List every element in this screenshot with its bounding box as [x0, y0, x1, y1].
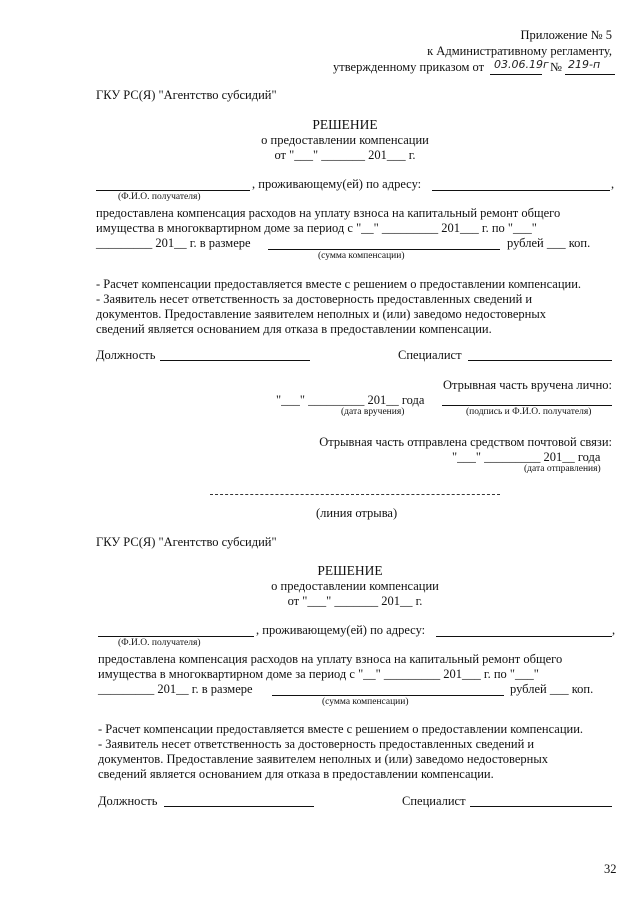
- mailed-date-caption: (дата отправления): [524, 464, 601, 474]
- mailed-date-line: "___" _________ 201__ года: [452, 450, 601, 464]
- body-line-1: предоставлена компенсация расходов на уплату взноса на капитальный ремонт общего: [96, 206, 561, 220]
- annex-number-underline: [565, 74, 615, 75]
- decision-date-line: от "___" _______ 201___ г.: [274, 148, 416, 162]
- note-line-2: - Заявитель несет ответственность за достоверность предоставленных сведений и: [96, 292, 533, 306]
- handed-signature-field: [442, 405, 612, 406]
- amount-field: [268, 249, 500, 250]
- annex-line2: к Административному регламенту,: [427, 44, 612, 58]
- annex-date-handwritten: 03.06.19г: [494, 58, 549, 71]
- handed-date-caption: (дата вручения): [341, 407, 405, 417]
- address-label: , проживающему(ей) по адресу:: [256, 623, 426, 637]
- recipient-name-caption: (Ф.И.О. получателя): [118, 192, 201, 202]
- tear-line-label: (линия отрыва): [316, 506, 398, 520]
- recipient-name-field: [98, 636, 254, 637]
- handed-signature-caption: (подпись и Ф.И.О. получателя): [466, 407, 592, 417]
- address-field: [436, 636, 612, 637]
- annex-title: Приложение № 5: [520, 28, 612, 42]
- amount-caption: (сумма компенсации): [322, 697, 409, 707]
- body-line-3: _________ 201__ г. в размере: [96, 236, 251, 250]
- annex-number-handwritten: 219-п: [568, 58, 601, 71]
- annex-line3: утвержденному приказом от: [333, 60, 485, 74]
- annex-number-label: №: [550, 60, 562, 74]
- document-page: Приложение № 5 к Административному регламенту, утвержденному приказом от 03.06.19г № 219-п ГКУ РС(Я) "Агентство субсидий" РЕШЕНИЕ о предоставлении компенсации от "___" _______ 201___ г. , проживающему(ей) по адресу: , (Ф.И.О. получателя) предоставлена компенсация расходов на уплату взноса на капитальный ремонт общего имущества в многоквартирном доме за период с "__" _________ 201___ г. по "___" _________ 201__ г. в размере рублей ___ коп. (сумма компенсации) - Расчет компенсации предоставляется вместе с решением о предоставлении компенсации. - Заявитель несет ответственность за достоверность предоставленных сведений и документов. Предоставление заявителем неполных и (или) заведомо недостоверных сведений является основанием для отказа в предоставлении компенсации. Должность Специалист Отрывная часть вручена лично: "___" _________ 201__ года (дата вручения) (подпись и Ф.И.О. получателя) Отрывная часть отправлена средством почтовой связи: "___" _________ 201__ года (дата отправления) (линия отрыва) ГКУ РС(Я) "Агентство субсидий" РЕШЕНИЕ о предоставлении компенсации от "___" _______ 201__ г. , проживающему(ей) по адресу: , (Ф.И.О. получателя) предоставлена компенсация расходов на уплату взноса на капитальный ремонт общего имущества в многоквартирном доме за период с "__" _________ 201___ г. по "___" _________ 201__ г. в размере рублей ___ коп. (сумма компенсации) - Расчет компенсации предоставляется вместе с решением о предоставлении компенсации. - Заявитель несет ответственность за достоверность предоставленных сведений и документов. Предоставление заявителем неполных и (или) заведомо недостоверных сведений является основанием для отказа в предоставлении компенсации. Должность Специалист 32: [96, 28, 617, 876]
- specialist-label: Специалист: [398, 348, 462, 362]
- annex-date-underline: [490, 74, 542, 75]
- recipient-name-field: [96, 190, 250, 191]
- body-line-3: _________ 201__ г. в размере: [98, 682, 253, 696]
- address-label: , проживающему(ей) по адресу:: [252, 177, 422, 191]
- note-line-1: - Расчет компенсации предоставляется вместе с решением о предоставлении компенсации.: [96, 277, 582, 291]
- decision-subtitle: о предоставлении компенсации: [271, 579, 439, 593]
- recipient-name-caption: (Ф.И.О. получателя): [118, 638, 201, 648]
- note-line-4: сведений является основанием для отказа в предоставлении компенсации.: [96, 322, 492, 336]
- note-line-3: документов. Предоставление заявителем неполных и (или) заведомо недостоверных: [98, 752, 548, 766]
- note-line-2: - Заявитель несет ответственность за достоверность предоставленных сведений и: [98, 737, 535, 751]
- position-field: [160, 360, 310, 361]
- note-line-3: документов. Предоставление заявителем неполных и (или) заведомо недостоверных: [96, 307, 546, 321]
- body-line-2: имущества в многоквартирном доме за период с "__" _________ 201___ г. по "___": [96, 221, 537, 235]
- decision-title: РЕШЕНИЕ: [317, 563, 383, 578]
- note-line-4: сведений является основанием для отказа в предоставлении компенсации.: [98, 767, 494, 781]
- amount-caption: (сумма компенсации): [318, 251, 405, 261]
- position-label: Должность: [96, 348, 156, 362]
- position-label: Должность: [98, 794, 158, 808]
- note-line-1: - Расчет компенсации предоставляется вместе с решением о предоставлении компенсации.: [98, 722, 584, 736]
- agency-name: ГКУ РС(Я) "Агентство субсидий": [96, 88, 277, 102]
- mailed-label: Отрывная часть отправлена средством почтовой связи:: [319, 435, 612, 449]
- body-line-2: имущества в многоквартирном доме за период с "__" _________ 201___ г. по "___": [98, 667, 539, 681]
- handed-label: Отрывная часть вручена лично:: [442, 378, 612, 392]
- decision-subtitle: о предоставлении компенсации: [261, 133, 429, 147]
- address-field: [432, 190, 610, 191]
- tear-line: [210, 494, 500, 495]
- page-number: 32: [604, 862, 617, 876]
- specialist-field: [470, 806, 612, 807]
- specialist-label: Специалист: [402, 794, 466, 808]
- decision-date-line: от "___" _______ 201__ г.: [287, 594, 423, 608]
- handed-date-line: "___" _________ 201__ года: [276, 393, 425, 407]
- specialist-field: [468, 360, 612, 361]
- amount-field: [272, 695, 504, 696]
- currency-label: рублей ___ коп.: [507, 236, 591, 250]
- agency-name: ГКУ РС(Я) "Агентство субсидий": [96, 535, 277, 549]
- body-line-1: предоставлена компенсация расходов на уплату взноса на капитальный ремонт общего: [98, 652, 563, 666]
- currency-label: рублей ___ коп.: [510, 682, 594, 696]
- decision-title: РЕШЕНИЕ: [312, 117, 378, 132]
- position-field: [164, 806, 314, 807]
